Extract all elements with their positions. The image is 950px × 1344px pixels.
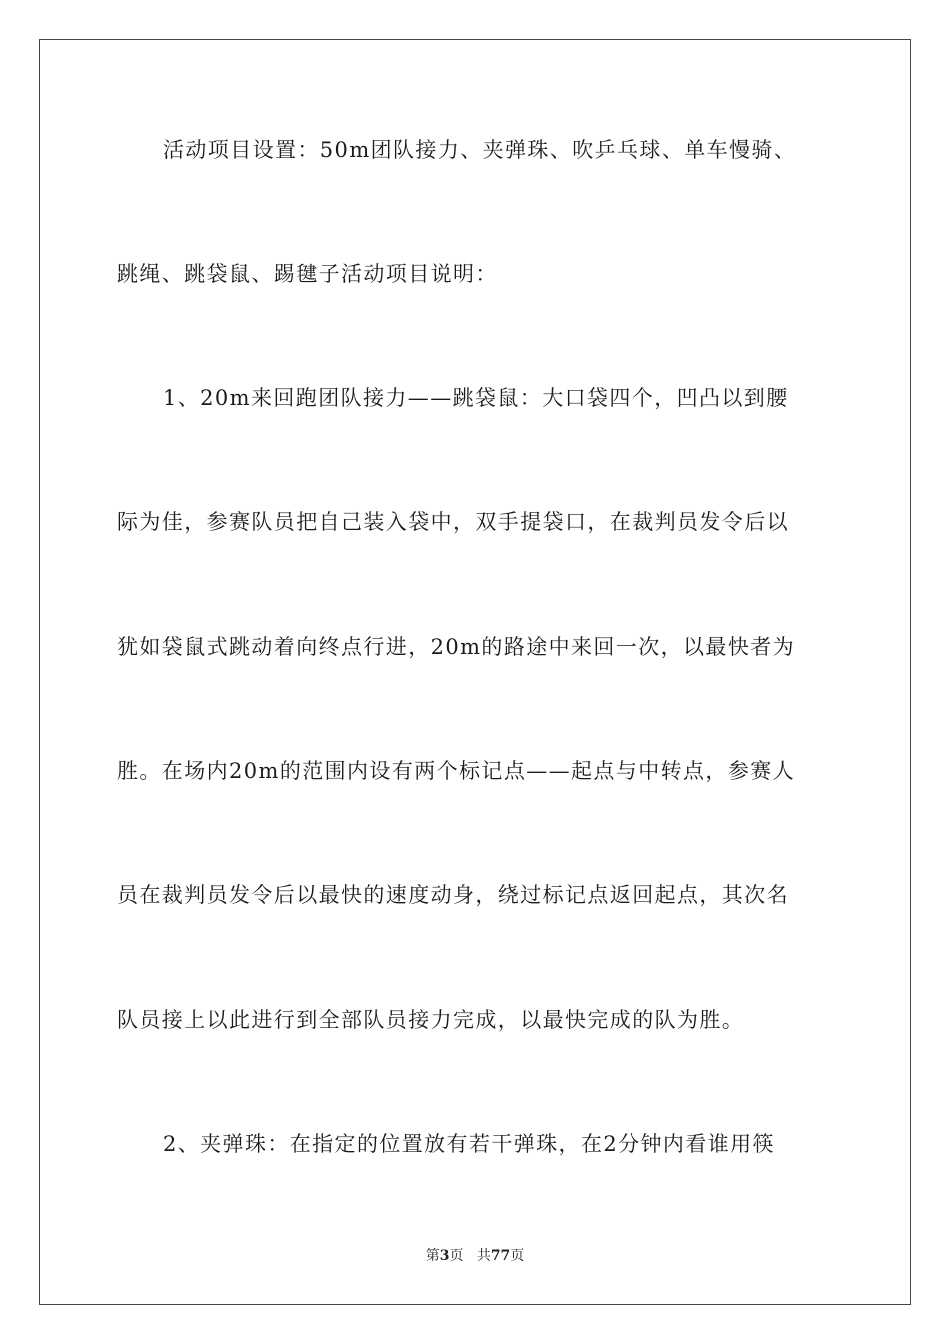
paragraph-line: 队员接上以此进行到全部队员接力完成，以最快完成的队为胜。 (117, 1008, 745, 1032)
paragraph-line: 2、夹弹珠：在指定的位置放有若干弹珠，在2分钟内看谁用筷 (163, 1132, 775, 1156)
paragraph-line: 1、20m来回跑团队接力——跳袋鼠：大口袋四个，凹凸以到腰 (163, 386, 789, 410)
page-border (39, 39, 911, 1305)
paragraph-line: 跳绳、跳袋鼠、踢毽子活动项目说明： (117, 262, 498, 286)
paragraph-line: 胜。在场内20m的范围内设有两个标记点——起点与中转点，参赛人 (117, 759, 796, 783)
paragraph-line: 员在裁判员发令后以最快的速度动身，绕过标记点返回起点，其次名 (117, 883, 789, 907)
total-prefix: 共 (476, 1248, 491, 1264)
paragraph-line: 犹如袋鼠式跳动着向终点行进，20m的路途中来回一次，以最快者为 (117, 635, 796, 659)
page-suffix: 页 (449, 1248, 464, 1264)
page-prefix: 第 (425, 1248, 440, 1264)
paragraph-line: 际为佳，参赛队员把自己装入袋中，双手提袋口，在裁判员发令后以 (117, 510, 789, 534)
total-pages: 77 (490, 1248, 511, 1264)
paragraph-line: 活动项目设置：50m团队接力、夹弹珠、吹乒乓球、单车慢骑、 (163, 138, 797, 162)
total-suffix: 页 (510, 1248, 525, 1264)
page-number: 3 (439, 1248, 450, 1264)
page-footer (0, 1247, 950, 1265)
